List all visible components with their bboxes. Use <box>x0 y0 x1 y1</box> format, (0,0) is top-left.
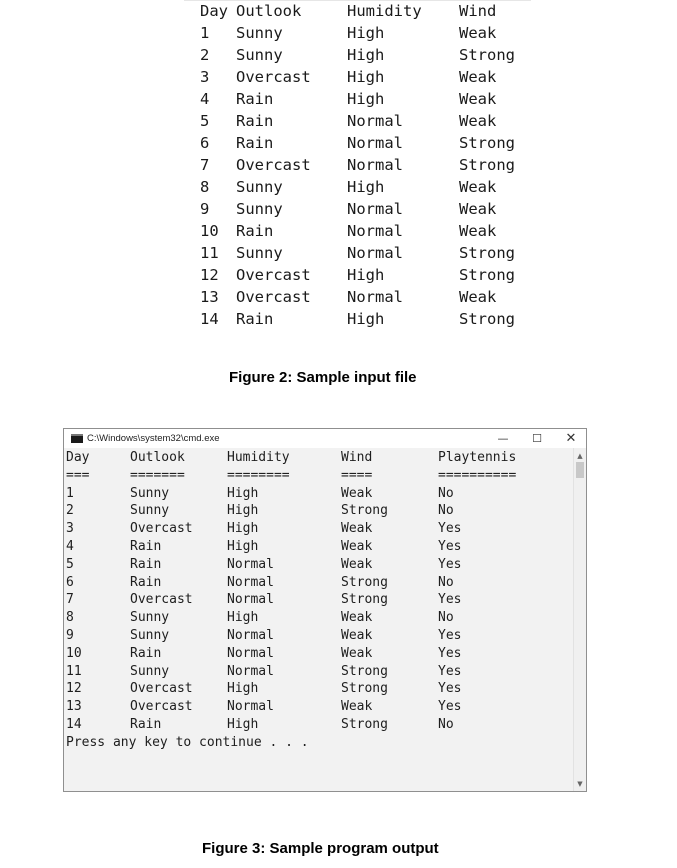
input-table-cell: Strong <box>459 156 515 174</box>
console-cell: Strong <box>341 503 388 519</box>
console-cell: Weak <box>341 485 373 501</box>
console-cell: === <box>66 467 90 483</box>
input-table-cell: Normal <box>347 200 403 218</box>
input-file-table <box>196 0 539 330</box>
console-cell: Yes <box>438 556 462 572</box>
console-cell: Sunny <box>130 628 170 643</box>
console-cell: Rain <box>130 574 162 590</box>
console-cell: 11 <box>66 663 82 679</box>
console-cell: Yes <box>438 628 462 643</box>
console-cell: High <box>227 610 259 626</box>
input-table-cell: Normal <box>347 156 403 174</box>
input-table-row <box>196 220 539 242</box>
console-cell: Outlook <box>130 450 185 465</box>
input-table-cell: Strong <box>459 266 515 284</box>
console-cell: Normal <box>227 645 274 661</box>
minimize-button[interactable]: — <box>497 432 509 445</box>
console-cell: High <box>227 503 259 519</box>
input-table-cell: Normal <box>347 288 403 306</box>
console-cell: 14 <box>66 717 82 732</box>
input-table-cell: 10 <box>200 222 219 240</box>
input-table-cell: Weak <box>459 112 497 130</box>
console-cell: Overcast <box>130 521 193 537</box>
input-table-cell: Normal <box>347 244 403 262</box>
console-output[interactable] <box>64 448 574 791</box>
input-table-cell: 11 <box>200 244 219 262</box>
input-table-cell: 14 <box>200 310 219 328</box>
input-table-cell: Sunny <box>236 244 283 262</box>
input-header-cell: Outlook <box>236 2 302 20</box>
console-cell: Normal <box>227 628 274 643</box>
title-bar[interactable] <box>64 429 586 448</box>
console-cell: Strong <box>341 717 388 732</box>
cmd-window[interactable] <box>63 428 587 792</box>
console-cell: Overcast <box>130 681 193 697</box>
input-table-cell: Rain <box>236 310 274 328</box>
input-table-row <box>196 44 539 66</box>
figure-2-caption: Figure 2: Sample input file <box>229 369 417 386</box>
console-cell: Strong <box>341 592 388 608</box>
console-cell: 6 <box>66 574 74 590</box>
input-table-row <box>196 66 539 88</box>
console-cell: Weak <box>341 556 373 572</box>
console-cell: Normal <box>227 574 274 590</box>
console-cell: Yes <box>438 592 462 608</box>
input-table-cell: Strong <box>459 244 515 262</box>
input-table-cell: Rain <box>236 222 274 240</box>
input-table-cell: Rain <box>236 112 274 130</box>
input-table-row <box>196 110 539 132</box>
console-cell: No <box>438 574 454 590</box>
input-table-cell: Sunny <box>236 46 283 64</box>
console-cell: No <box>438 485 454 501</box>
input-table-cell: High <box>347 90 385 108</box>
input-table-row <box>196 308 539 330</box>
console-cell: Weak <box>341 645 373 661</box>
console-cell: Weak <box>341 628 373 643</box>
maximize-button[interactable]: ☐ <box>532 432 542 445</box>
console-cell: 1 <box>66 485 74 501</box>
console-cell: Strong <box>341 574 388 590</box>
input-header-cell: Day <box>200 2 228 20</box>
console-cell: Sunny <box>130 485 170 501</box>
input-table-cell: 13 <box>200 288 219 306</box>
input-table-row <box>196 88 539 110</box>
input-table-cell: Weak <box>459 222 497 240</box>
console-cell: Wind <box>341 450 373 465</box>
input-table-cell: Weak <box>459 178 497 196</box>
input-table-cell: Weak <box>459 24 497 42</box>
console-cell: Sunny <box>130 503 170 519</box>
input-table-cell: Strong <box>459 310 515 328</box>
input-table-row <box>196 132 539 154</box>
input-table-cell: High <box>347 68 385 86</box>
input-header-cell: Humidity <box>347 2 422 20</box>
console-cell: No <box>438 610 454 626</box>
input-table-cell: High <box>347 310 385 328</box>
input-table-row <box>196 154 539 176</box>
console-cell: Yes <box>438 521 462 537</box>
input-header-row <box>196 0 539 22</box>
input-table-cell: Sunny <box>236 24 283 42</box>
console-cell: Strong <box>341 681 388 697</box>
input-table-cell: Overcast <box>236 288 311 306</box>
console-cell: 12 <box>66 681 82 697</box>
console-cell: Yes <box>438 645 462 661</box>
input-table-cell: Overcast <box>236 156 311 174</box>
console-cell: Normal <box>227 699 274 715</box>
figure-3-caption: Figure 3: Sample program output <box>202 840 439 857</box>
input-table-cell: 2 <box>200 46 210 64</box>
input-header-cell: Wind <box>459 2 497 20</box>
input-table-cell: Rain <box>236 134 274 152</box>
console-cell: No <box>438 717 454 732</box>
window-title: C:\Windows\system32\cmd.exe <box>87 433 220 444</box>
input-table-cell: Normal <box>347 134 403 152</box>
input-table-cell: 8 <box>200 178 210 196</box>
close-button[interactable]: ✕ <box>565 431 577 446</box>
input-table-cell: 3 <box>200 68 210 86</box>
console-cell: No <box>438 503 454 519</box>
input-table-cell: Weak <box>459 68 497 86</box>
console-cell: ======== <box>227 467 290 483</box>
input-table-row <box>196 22 539 44</box>
input-table-row <box>196 242 539 264</box>
input-table-cell: High <box>347 266 385 284</box>
console-cell: Sunny <box>130 610 170 626</box>
input-table-row <box>196 286 539 308</box>
scroll-thumb[interactable] <box>576 462 584 478</box>
input-table-cell: Sunny <box>236 200 283 218</box>
console-cell: Sunny <box>130 663 170 679</box>
input-table-cell: Strong <box>459 46 515 64</box>
scroll-up-arrow-icon[interactable]: ▲ <box>577 452 583 460</box>
input-table-cell: 5 <box>200 112 210 130</box>
console-cell: High <box>227 717 259 732</box>
input-table-cell: Strong <box>459 134 515 152</box>
console-cell: Day <box>66 450 90 465</box>
input-table-cell: Rain <box>236 90 274 108</box>
console-cell: ======= <box>130 467 185 483</box>
input-table-cell: Sunny <box>236 178 283 196</box>
input-table-cell: Weak <box>459 90 497 108</box>
console-cell: Normal <box>227 592 274 608</box>
input-table-row <box>196 198 539 220</box>
input-table-cell: Overcast <box>236 68 311 86</box>
console-cell: Rain <box>130 717 162 732</box>
vertical-scrollbar[interactable] <box>573 448 586 791</box>
console-cell: 13 <box>66 699 82 715</box>
console-cell: 9 <box>66 628 74 643</box>
scroll-down-arrow-icon[interactable]: ▼ <box>577 780 583 788</box>
console-cell: High <box>227 681 259 697</box>
input-table-cell: Weak <box>459 288 497 306</box>
console-cell: Yes <box>438 539 462 554</box>
console-cell: High <box>227 539 259 554</box>
cmd-icon <box>71 434 83 443</box>
console-cell: Yes <box>438 699 462 715</box>
console-cell: Playtennis <box>438 450 517 465</box>
input-table-cell: Normal <box>347 112 403 130</box>
input-table-row <box>196 176 539 198</box>
input-table-cell: 4 <box>200 90 210 108</box>
input-table-cell: High <box>347 178 385 196</box>
console-cell: Weak <box>341 699 373 715</box>
console-footer-prompt: Press any key to continue . . . <box>66 734 309 750</box>
console-cell: Yes <box>438 681 462 697</box>
console-cell: Weak <box>341 521 373 537</box>
console-cell: 7 <box>66 592 74 608</box>
console-cell: 4 <box>66 539 74 554</box>
input-table-cell: 9 <box>200 200 210 218</box>
console-cell: Weak <box>341 610 373 626</box>
console-cell: Overcast <box>130 592 193 608</box>
input-table-cell: 7 <box>200 156 210 174</box>
console-cell: Normal <box>227 556 274 572</box>
input-table-cell: Normal <box>347 222 403 240</box>
console-cell: Rain <box>130 556 162 572</box>
input-table-cell: High <box>347 24 385 42</box>
console-cell: 3 <box>66 521 74 537</box>
input-table-cell: 1 <box>200 24 210 42</box>
console-cell: ========== <box>438 467 517 483</box>
input-table-cell: Overcast <box>236 266 311 284</box>
console-cell: Normal <box>227 663 274 679</box>
console-cell: 5 <box>66 556 74 572</box>
console-cell: 8 <box>66 610 74 626</box>
console-cell: 2 <box>66 503 74 519</box>
console-cell: Humidity <box>227 450 290 465</box>
console-cell: Weak <box>341 539 373 554</box>
console-cell: Rain <box>130 539 162 554</box>
console-cell: High <box>227 485 259 501</box>
input-table-row <box>196 264 539 286</box>
console-cell: Strong <box>341 663 388 679</box>
console-cell: Yes <box>438 663 462 679</box>
input-table-cell: Weak <box>459 200 497 218</box>
console-cell: 10 <box>66 645 82 661</box>
console-cell: High <box>227 521 259 537</box>
input-table-cell: 6 <box>200 134 210 152</box>
input-table-cell: 12 <box>200 266 219 284</box>
console-cell: Overcast <box>130 699 193 715</box>
input-table-cell: High <box>347 46 385 64</box>
console-cell: Rain <box>130 645 162 661</box>
console-cell: ==== <box>341 467 373 483</box>
